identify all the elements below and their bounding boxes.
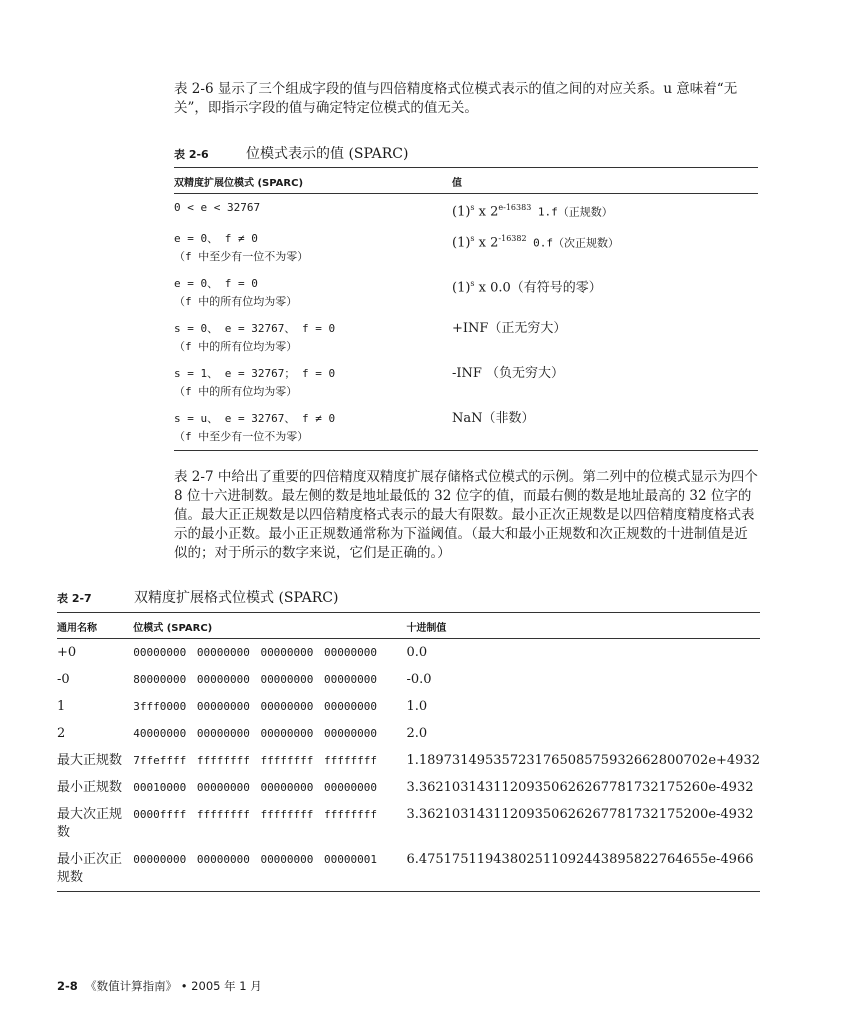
name-cell: 最小正次正规数 — [57, 852, 123, 885]
table1 — [174, 167, 758, 451]
pattern-cell — [174, 315, 452, 360]
name-cell: 最小正规数 — [57, 780, 123, 795]
decimal-cell: 0.0 — [406, 645, 428, 660]
value-cell — [452, 270, 758, 315]
value-cell — [452, 360, 758, 405]
table-row — [57, 801, 760, 846]
pattern-cell — [174, 270, 452, 315]
name-cell: +0 — [57, 645, 77, 660]
pattern-note: （f 中的所有位均为零） — [174, 385, 298, 399]
decimal-cell: 2.0 — [406, 726, 428, 741]
pattern-note: （f 中的所有位均为零） — [174, 295, 298, 309]
pattern-text: s = 1、 e = 32767； f = 0 — [174, 367, 336, 381]
value-suffix: 0.f（次正规数） — [526, 236, 620, 250]
table2-header-row — [57, 613, 760, 639]
pattern-note: （f 中至少有一位不为零） — [174, 250, 309, 264]
table2-header-name: 通用名称 — [57, 623, 97, 634]
bits-cell: 0000ffff ffffffff ffffffff ffffffff — [133, 808, 378, 821]
pattern-note: （f 中的所有位均为零） — [174, 340, 298, 354]
table2-label: 表 2-7 — [57, 592, 92, 605]
decimal-cell: 1.0 — [406, 699, 428, 714]
table-row — [57, 639, 760, 667]
bits-cell: 80000000 00000000 00000000 00000000 — [133, 673, 378, 686]
footer-text: 《数值计算指南》 • 2005 年 1 月 — [85, 979, 262, 993]
value-mid: x 2 — [474, 204, 499, 220]
name-cell: 1 — [57, 699, 66, 714]
name-cell: 最大正规数 — [57, 753, 123, 768]
table2-header-bits: 位模式 (SPARC) — [133, 623, 213, 634]
table1-caption — [174, 143, 408, 163]
table2-caption — [57, 587, 338, 607]
pattern-cell — [174, 194, 452, 226]
value-suffix: 1.f（正规数） — [531, 205, 613, 219]
value-cell — [452, 315, 758, 360]
page-footer — [57, 978, 262, 994]
pattern-text: s = u、 e = 32767、 f ≠ 0 — [174, 412, 336, 426]
decimal-cell: 6.47517511943802511092443895822764655e-4966 — [406, 852, 754, 867]
decimal-cell: 3.36210314311209350626267781732175260e-4932 — [406, 780, 754, 795]
name-cell: 2 — [57, 726, 66, 741]
pattern-cell — [174, 405, 452, 451]
bits-cell: 00010000 00000000 00000000 00000000 — [133, 781, 378, 794]
table2-header-decimal: 十进制值 — [406, 623, 447, 634]
pattern-text: 0 < e < 32767 — [174, 201, 261, 214]
value-prefix: -INF （负无穷大） — [452, 366, 565, 382]
value-cell — [452, 194, 758, 226]
table2 — [57, 612, 760, 892]
pattern-note: （f 中至少有一位不为零） — [174, 430, 309, 444]
table-row — [174, 360, 758, 405]
table1-label: 表 2-6 — [174, 148, 209, 161]
sign-exponent: s — [470, 203, 475, 212]
table-row — [57, 846, 760, 892]
pattern-cell — [174, 360, 452, 405]
table-row — [57, 747, 760, 774]
bits-cell: 00000000 00000000 00000000 00000000 — [133, 646, 378, 659]
value-mid: x 2 — [474, 235, 499, 251]
pattern-cell — [174, 225, 452, 270]
value-prefix: +INF（正无穷大） — [452, 321, 567, 337]
pattern-text: e = 0、 f ≠ 0 — [174, 232, 258, 246]
table-row — [57, 693, 760, 720]
second-paragraph: 表 2-7 中给出了重要的四倍精度双精度扩展存储格式位模式的示例。第二列中的位模式显示为四个 8 位十六进制数。最左侧的数是地址最低的 32 位字的值，而最右侧的数是地址最高的 32 位字的值。最大正正规数是以四倍精度格式表示的最大有限数。最小正次正规数是以四倍精度精度格式表示的最小正数。最小正正规数通常称为下溢阈值。（最大和最小正规数和次正规数的十进制值是近似的；对于所示的数字来说，它们是正确的。） — [174, 469, 758, 561]
decimal-cell: -0.0 — [406, 672, 432, 687]
value-prefix: (1) — [452, 235, 471, 251]
table-row — [174, 194, 758, 226]
table2-title: 双精度扩展格式位模式 (SPARC) — [134, 590, 339, 606]
bits-cell: 00000000 00000000 00000000 00000001 — [133, 853, 378, 866]
table-row — [174, 270, 758, 315]
value-prefix: (1) — [452, 204, 471, 220]
bits-cell: 7ffeffff ffffffff ffffffff ffffffff — [133, 754, 378, 767]
table-row — [57, 666, 760, 693]
value-mid: x 0.0（有符号的零） — [474, 280, 602, 296]
value-cell — [452, 405, 758, 451]
pattern-text: s = 0、 e = 32767、 f = 0 — [174, 322, 336, 336]
table-row — [174, 225, 758, 270]
bits-cell: 40000000 00000000 00000000 00000000 — [133, 727, 378, 740]
name-cell: -0 — [57, 672, 70, 687]
sign-exponent: s — [470, 234, 475, 244]
table-row — [57, 720, 760, 747]
decimal-cell: 1.18973149535723176508575932662800702e+4932 — [406, 753, 760, 768]
table1-header-row — [174, 168, 758, 194]
intro-paragraph: 表 2-6 显示了三个组成字段的值与四倍精度格式位模式表示的值之间的对应关系。u 意味着“无关”，即指示字段的值与确定特定位模式的值无关。 — [174, 81, 738, 116]
table1-header-value: 值 — [452, 178, 462, 189]
bits-cell: 3fff0000 00000000 00000000 00000000 — [133, 700, 378, 713]
table1-header-pattern: 双精度扩展位模式 (SPARC) — [174, 178, 304, 189]
sign-exponent: s — [470, 279, 475, 289]
table-row — [174, 315, 758, 360]
table-row — [57, 774, 760, 801]
power-exponent: e-16383 — [498, 203, 532, 212]
table1-title: 位模式表示的值 (SPARC) — [246, 146, 409, 162]
power-exponent: -16382 — [498, 234, 527, 244]
pattern-text: e = 0、 f = 0 — [174, 277, 258, 291]
table-row — [174, 405, 758, 451]
value-cell — [452, 225, 758, 270]
decimal-cell: 3.36210314311209350626267781732175200e-4932 — [406, 807, 754, 822]
name-cell: 最大次正规数 — [57, 807, 123, 840]
value-prefix: NaN（非数） — [452, 411, 535, 427]
page-number: 2-8 — [57, 979, 78, 993]
value-prefix: (1) — [452, 280, 471, 296]
